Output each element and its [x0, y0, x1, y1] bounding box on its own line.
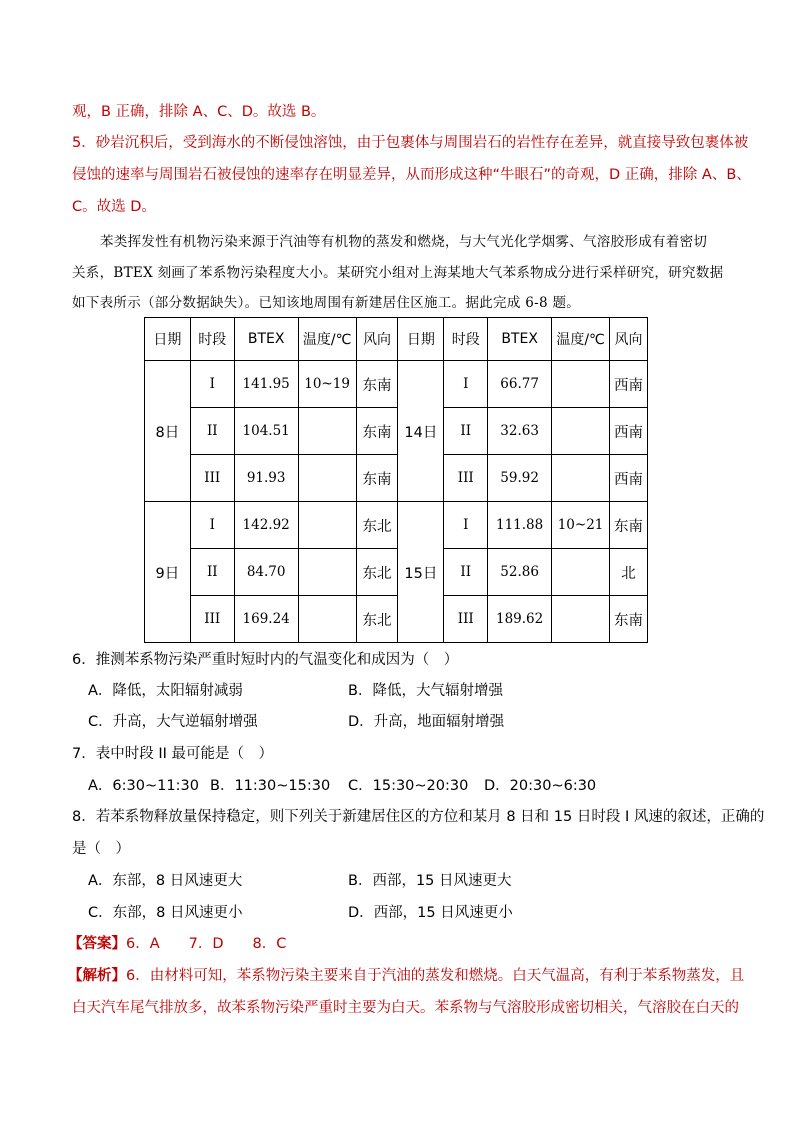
- header-cell: 温度/℃: [298, 318, 356, 361]
- btex-cell: 111.88: [488, 502, 552, 549]
- temperature-cell: [298, 455, 356, 502]
- btex-cell: 91.93: [234, 455, 298, 502]
- period-cell: III: [190, 455, 234, 502]
- temperature-cell: [298, 502, 356, 549]
- answer-text: 6．A 7．D 8．C: [126, 936, 287, 952]
- table-row: [145, 549, 648, 596]
- period-cell: III: [190, 596, 234, 643]
- btex-cell: 142.92: [234, 502, 298, 549]
- date-cell: 8日: [145, 361, 191, 502]
- header-cell: 日期: [145, 318, 191, 361]
- period-cell: II: [190, 408, 234, 455]
- period-cell: III: [444, 596, 488, 643]
- q6-option-c: C．升高，大气逆辐射增强: [88, 714, 258, 730]
- table-header-row: [145, 318, 648, 361]
- q7-option-d: D．20:30~6:30: [484, 778, 597, 794]
- header-cell: BTEX: [234, 318, 298, 361]
- q7-option-c: C．15:30~20:30: [348, 778, 469, 794]
- temperature-cell: [298, 596, 356, 643]
- analysis-line-1: [68, 966, 754, 986]
- q8-stem-line-1: 8．若苯系物释放量保持稳定，则下列关于新建居住区的方位和某月 8 日和 15 日时段 I 风速的叙述，正确的: [72, 809, 765, 825]
- answer-line: [68, 934, 754, 954]
- wind-cell: 北: [610, 549, 648, 596]
- period-cell: II: [444, 408, 488, 455]
- wind-cell: 东南: [356, 408, 398, 455]
- intro-line-1: 苯类挥发性有机物污染来源于汽油等有机物的蒸发和燃烧，与大气光化学烟雾、气溶胶形成有着密切: [100, 234, 708, 250]
- period-cell: II: [444, 549, 488, 596]
- wind-cell: 西南: [610, 408, 648, 455]
- period-cell: I: [444, 502, 488, 549]
- q8-option-a: A．东部，8 日风速更大: [88, 873, 243, 889]
- q8-option-d: D．西部，15 日风速更小: [348, 905, 513, 921]
- analysis-label: 【解析】: [68, 968, 126, 984]
- btex-cell: 141.95: [234, 361, 298, 408]
- intro-line-3: 如下表所示（部分数据缺失）。已知该地周围有新建居住区施工。据此完成 6-8 题。: [72, 295, 581, 311]
- intro-line-2: 关系，BTEX 刻画了苯系物污染程度大小。某研究小组对上海某地大气苯系物成分进行采样研究，研究数据: [72, 265, 724, 281]
- temperature-cell: 10~19: [298, 361, 356, 408]
- btex-cell: 32.63: [488, 408, 552, 455]
- table-row: [145, 502, 648, 549]
- analysis-line-2: 白天汽车尾气排放多，故苯系物污染严重时主要为白天。苯系物与气溶胶形成密切相关，气溶胶在白天的: [72, 1000, 739, 1016]
- q5-end-line: 观，B 正确，排除 A、C、D。故选 B。: [72, 104, 326, 120]
- header-cell: 时段: [190, 318, 234, 361]
- q8-option-b: B．西部，15 日风速更大: [348, 873, 512, 889]
- header-cell: BTEX: [488, 318, 552, 361]
- btex-cell: 66.77: [488, 361, 552, 408]
- answer-label: 【答案】: [68, 936, 126, 952]
- temperature-cell: [552, 596, 610, 643]
- wind-cell: 东北: [356, 502, 398, 549]
- btex-cell: 189.62: [488, 596, 552, 643]
- wind-cell: 东南: [356, 455, 398, 502]
- q6-option-b: B．降低，大气辐射增强: [348, 683, 503, 699]
- q8-stem-line-2: 是（ ）: [72, 841, 130, 857]
- q6-stem: 6．推测苯系物污染严重时短时内的气温变化和成因为（ ）: [72, 652, 459, 668]
- date-cell: 15日: [398, 502, 444, 643]
- q5-line-1: 5．砂岩沉积后，受到海水的不断侵蚀溶蚀，由于包裹体与周围岩石的岩性存在差异，就直接导致包裹体被: [72, 135, 749, 151]
- wind-cell: 东南: [356, 361, 398, 408]
- date-cell: 9日: [145, 502, 191, 643]
- table-row: [145, 455, 648, 502]
- temperature-cell: [298, 549, 356, 596]
- period-cell: II: [190, 549, 234, 596]
- btex-cell: 169.24: [234, 596, 298, 643]
- wind-cell: 西南: [610, 455, 648, 502]
- header-cell: 风向: [356, 318, 398, 361]
- btex-cell: 59.92: [488, 455, 552, 502]
- btex-data-table: [144, 317, 648, 643]
- wind-cell: 东北: [356, 549, 398, 596]
- wind-cell: 西南: [610, 361, 648, 408]
- wind-cell: 东南: [610, 596, 648, 643]
- period-cell: I: [190, 502, 234, 549]
- period-cell: I: [190, 361, 234, 408]
- temperature-cell: [552, 549, 610, 596]
- period-cell: I: [444, 361, 488, 408]
- q5-line-3: C。故选 D。: [72, 199, 156, 215]
- q7-stem: 7．表中时段 II 最可能是（ ）: [72, 746, 273, 762]
- btex-cell: 84.70: [234, 549, 298, 596]
- q8-option-c: C．东部，8 日风速更小: [88, 905, 243, 921]
- table-row: [145, 596, 648, 643]
- wind-cell: 东北: [356, 596, 398, 643]
- wind-cell: 东南: [610, 502, 648, 549]
- btex-cell: 104.51: [234, 408, 298, 455]
- header-cell: 日期: [398, 318, 444, 361]
- q7-option-b: B．11:30~15:30: [210, 778, 331, 794]
- temperature-cell: [298, 408, 356, 455]
- q7-option-a: A．6:30~11:30: [88, 778, 199, 794]
- period-cell: III: [444, 455, 488, 502]
- date-cell: 14日: [398, 361, 444, 502]
- btex-cell: 52.86: [488, 549, 552, 596]
- header-cell: 时段: [444, 318, 488, 361]
- temperature-cell: [552, 361, 610, 408]
- temperature-cell: [552, 408, 610, 455]
- header-cell: 风向: [610, 318, 648, 361]
- analysis-text-1: 6．由材料可知，苯系物污染主要来自于汽油的蒸发和燃烧。白天气温高，有利于苯系物蒸发，且: [126, 968, 745, 984]
- temperature-cell: [552, 455, 610, 502]
- header-cell: 温度/℃: [552, 318, 610, 361]
- q5-line-2: 侵蚀的速率与周围岩石被侵蚀的速率存在明显差异，从而形成这种“牛眼石”的奇观，D 正确，排除 A、B、: [72, 167, 751, 183]
- table-row: [145, 361, 648, 408]
- q6-option-d: D．升高，地面辐射增强: [348, 714, 505, 730]
- q6-option-a: A．降低，太阳辐射减弱: [88, 683, 243, 699]
- table-row: [145, 408, 648, 455]
- temperature-cell: 10~21: [552, 502, 610, 549]
